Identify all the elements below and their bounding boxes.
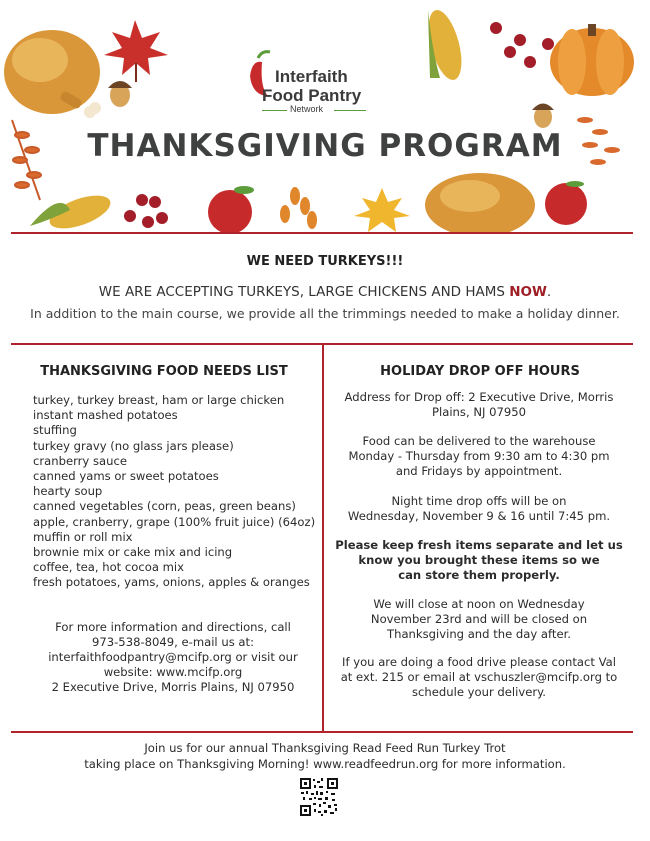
food-drive-line: If you are doing a food drive please contact Val [342, 655, 616, 669]
delivery-line: Food can be delivered to the warehouse [362, 434, 596, 448]
accepting-notice [0, 284, 650, 300]
list-item: coffee, tea, hot cocoa mix [33, 560, 185, 575]
drop-off-address [334, 390, 624, 420]
divider-top [11, 232, 633, 234]
food-drive-contact [334, 655, 624, 700]
footer-line: Join us for our annual Thanksgiving Read Feed Run Turkey Trot [144, 741, 506, 755]
header-banner [0, 0, 650, 232]
qr-code-icon[interactable] [299, 777, 339, 817]
fresh-line: can store them properly. [398, 568, 560, 582]
acorn-icon [108, 81, 132, 107]
closing-notice [334, 597, 624, 642]
closing-line: November 23rd and will be closed on [370, 612, 588, 626]
footer-line: taking place on Thanksgiving Morning! www.readfeedrun.org for more information. [84, 756, 566, 771]
food-needs-list [33, 393, 315, 591]
contact-email-line: interfaithfoodpantry@mcifp.org or visit our [48, 650, 298, 664]
page-title: THANKSGIVING PROGRAM [87, 128, 563, 164]
list-item: instant mashed potatoes [33, 408, 178, 423]
turkey-icon [425, 173, 535, 232]
fresh-line: know you brought these items so we [358, 553, 600, 567]
delivery-hours [334, 434, 624, 479]
corn-icon [422, 7, 468, 84]
need-turkeys-heading: WE NEED TURKEYS!!! [246, 254, 404, 269]
list-item: canned yams or sweet potatoes [33, 469, 219, 484]
list-item: canned vegetables (corn, peas, green beans) [33, 499, 296, 514]
logo-text-interfaith: Interfaith [275, 67, 348, 86]
pumpkin-icon [550, 24, 634, 96]
maple-leaf-icon [104, 20, 168, 82]
apple-icon [208, 186, 254, 232]
logo-rule-left [262, 110, 287, 111]
acorn-icon [532, 104, 554, 129]
delivery-line: Monday - Thursday from 9:30 am to 4:30 pm [348, 449, 610, 463]
logo-text-network: Network [290, 104, 324, 114]
list-item: muffin or roll mix [33, 529, 133, 544]
closing-line: Thanksgiving and the day after. [387, 627, 571, 641]
list-item: turkey gravy (no glass jars please) [33, 438, 234, 453]
delivery-line: and Fridays by appointment. [395, 464, 563, 478]
list-item: fresh potatoes, yams, onions, apples & oranges [33, 575, 310, 590]
food-drive-line: schedule your delivery. [412, 685, 546, 699]
list-item: hearty soup [33, 484, 103, 499]
list-item: apple, cranberry, grape (100% fruit juice) (64oz) [33, 514, 316, 529]
night-line: Wednesday, November 9 & 16 until 7:45 pm. [347, 509, 611, 523]
trimmings-note: In addition to the main course, we provide all the trimmings needed to make a holiday dinner. [30, 306, 620, 321]
divider-bottom [11, 731, 633, 733]
night-drop-off [334, 494, 624, 524]
contact-website-line: website: www.mcifp.org [103, 665, 243, 679]
address-line: Address for Drop off: 2 Executive Drive, Morris [344, 390, 614, 404]
accepting-period: . [546, 284, 552, 300]
contact-address-line: 2 Executive Drive, Morris Plains, NJ 07950 [51, 680, 295, 694]
corn-icon [30, 189, 115, 232]
contact-line: For more information and directions, call [55, 620, 291, 634]
apple-icon [545, 181, 587, 225]
night-line: Night time drop offs will be on [391, 494, 567, 508]
fresh-line: Please keep fresh items separate and let us [335, 538, 623, 552]
logo-text-food-pantry: Food Pantry [262, 86, 362, 105]
now-emphasis: NOW [509, 284, 547, 300]
closing-line: We will close at noon on Wednesday [373, 597, 585, 611]
contact-info [18, 620, 328, 695]
list-item: brownie mix or cake mix and icing [33, 545, 233, 560]
berries-icon [124, 194, 168, 228]
food-drive-line: at ext. 215 or email at vschuszler@mcifp.org to [340, 670, 618, 684]
turkey-icon [4, 30, 101, 118]
berries-icon [490, 22, 554, 68]
list-item: cranberry sauce [33, 453, 127, 468]
footer-turkey-trot [0, 741, 650, 772]
food-needs-heading: THANKSGIVING FOOD NEEDS LIST [40, 364, 288, 379]
header-illustrations [0, 0, 650, 232]
logo-rule-right [334, 110, 366, 111]
fall-branch-icon [280, 187, 317, 229]
fresh-items-note [334, 538, 624, 583]
address-line: Plains, NJ 07950 [432, 405, 526, 419]
accepting-text: WE ARE ACCEPTING TURKEYS, LARGE CHICKENS AND HAMS [98, 284, 510, 300]
drop-off-heading: HOLIDAY DROP OFF HOURS [380, 364, 580, 379]
contact-phone-line: 973-538-8049, e-mail us at: [92, 635, 254, 649]
list-item: stuffing [33, 423, 77, 438]
list-item: turkey, turkey breast, ham or large chicken [33, 393, 285, 407]
maple-leaf-icon [354, 188, 410, 232]
